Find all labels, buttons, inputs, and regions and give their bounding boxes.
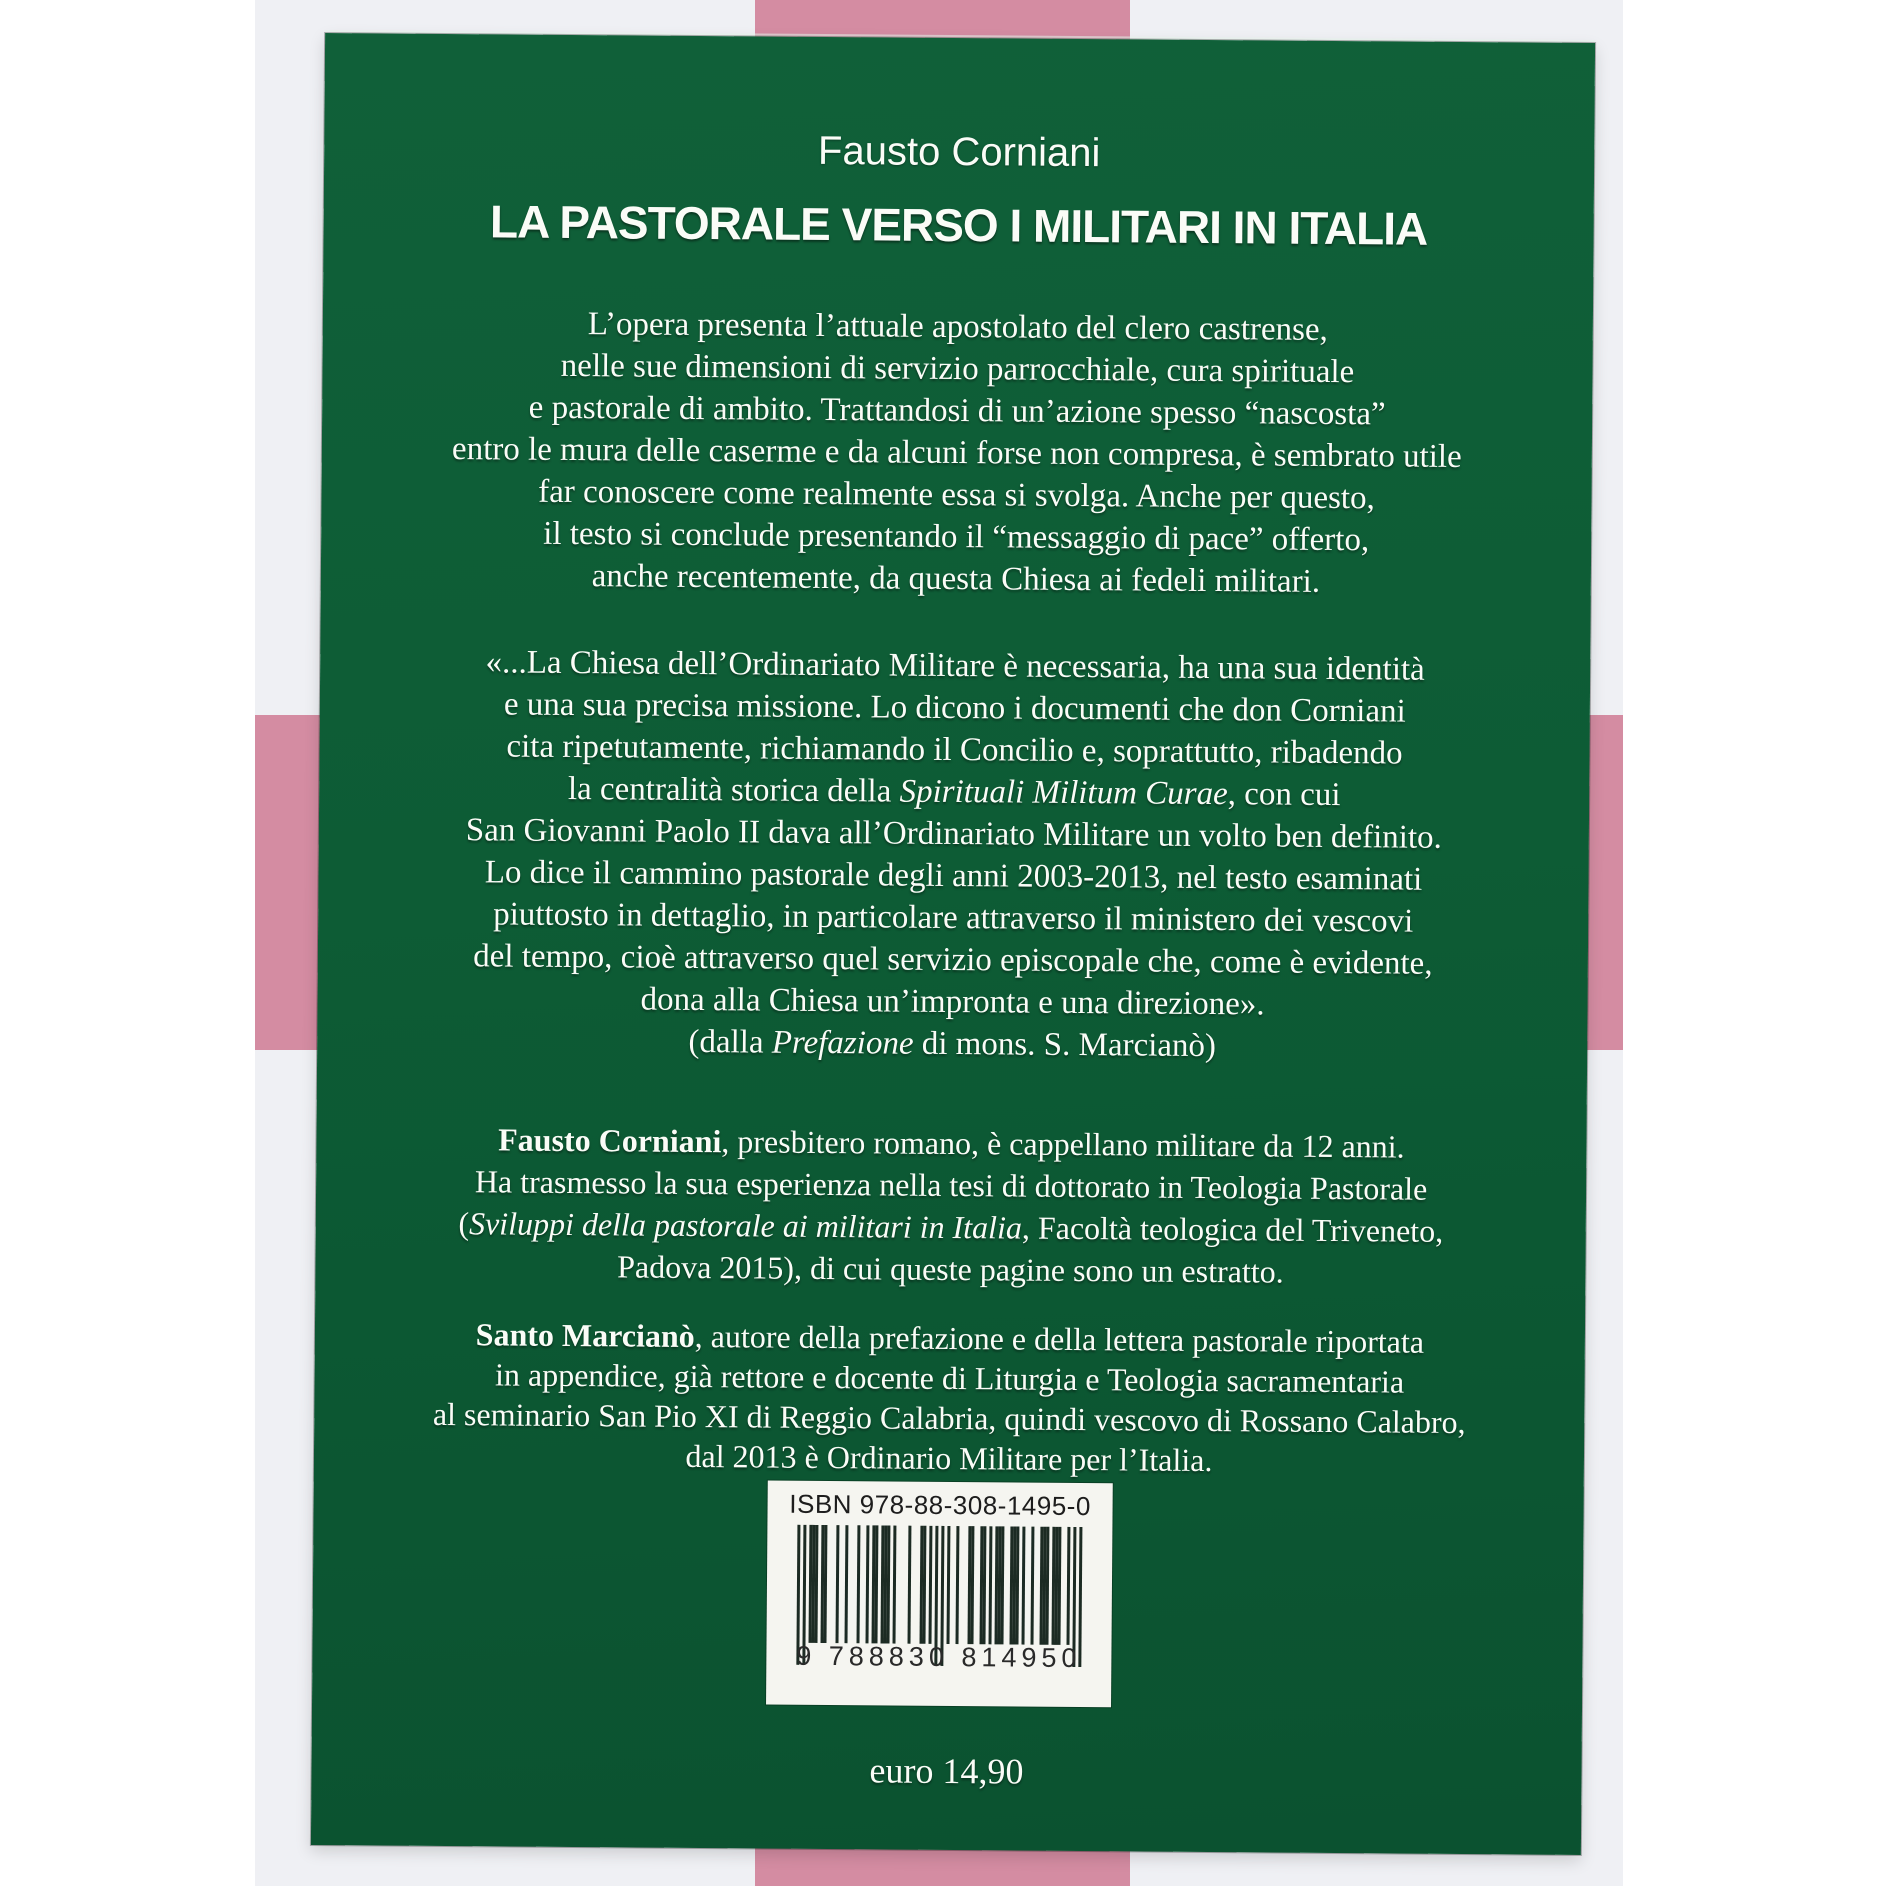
text-line: Ha trasmesso la sua esperienza nella tesi di dottorato in Teologia Pastorale xyxy=(474,1163,1428,1207)
text-line: cita ripetutamente, richiamando il Concilio e, soprattutto, ribadendo xyxy=(506,728,1403,772)
book-back-cover xyxy=(311,33,1595,1855)
text-line: Padova 2015), di cui queste pagine sono un estratto. xyxy=(617,1248,1284,1290)
text-line: e pastorale di ambito. Trattandosi di un’azione spesso “nascosta” xyxy=(528,389,1386,433)
text-line: il testo si conclude presentando il “messaggio di pace” offerto, xyxy=(543,515,1370,559)
isbn-barcode-sticker xyxy=(766,1481,1113,1708)
text-line: Lo dice il cammino pastorale degli anni 2003-2013, nel testo esaminati xyxy=(484,854,1423,898)
synopsis-paragraph xyxy=(321,301,1593,605)
text-line: Santo Marcianò, autore della prefazione e della lettera pastorale riportata xyxy=(475,1316,1425,1360)
price-label: euro 14,90 xyxy=(869,1750,1024,1792)
text-line: piuttosto in dettaglio, in particolare attraverso il ministero dei vescovi xyxy=(493,896,1414,940)
preface-quote-paragraph xyxy=(317,640,1590,1070)
text-line: la centralità storica della Spirituali Militum Curae, con cui xyxy=(567,770,1341,814)
text-line: nelle sue dimensioni di servizio parrocchiale, cura spirituale xyxy=(560,347,1355,391)
text-line: L’opera presenta l’attuale apostolato del clero castrense, xyxy=(587,306,1328,348)
text-line: al seminario San Pio XI di Reggio Calabria, quindi vescovo di Rossano Calabro, xyxy=(432,1395,1466,1441)
text-line: Fausto Corniani, presbitero romano, è cappellano militare da 12 anni. xyxy=(498,1121,1405,1165)
text-line: del tempo, cioè attraverso quel servizio episcopale che, come è evidente, xyxy=(473,938,1433,982)
isbn-label: ISBN 978-88-308-1495-0 xyxy=(789,1488,1091,1522)
text-line: entro le mura delle caserme e da alcuni forse non compresa, è sembrato utile xyxy=(451,431,1462,475)
text-line: «...La Chiesa dell’Ordinariato Militare è necessaria, ha una sua identità xyxy=(485,644,1425,688)
author-bio-paragraph xyxy=(315,1117,1586,1295)
book-title: LA PASTORALE VERSO I MILITARI IN ITALIA xyxy=(489,195,1428,255)
text-line: far conoscere come realmente essa si svolga. Anche per questo, xyxy=(538,473,1375,517)
text-line: dona alla Chiesa un’impronta e una direzione». xyxy=(640,981,1265,1023)
text-line: dal 2013 è Ordinario Militare per l’Italia. xyxy=(685,1437,1213,1479)
author-name: Fausto Corniani xyxy=(817,128,1101,176)
text-line: anche recentemente, da questa Chiesa ai fedeli militari. xyxy=(591,558,1321,600)
text-line: in appendice, già rettore e docente di Liturgia e Teologia sacramentaria xyxy=(494,1356,1405,1400)
text-line: San Giovanni Paolo II dava all’Ordinariato Militare un volto ben definito. xyxy=(465,812,1442,856)
text-line: (Sviluppi della pastorale ai militari in Italia, Facoltà teologica del Triveneto, xyxy=(458,1205,1444,1249)
preface-author-bio-paragraph xyxy=(314,1313,1585,1483)
barcode-digits: 9 788830 814950 xyxy=(796,1640,1082,1674)
text-line: e una sua precisa missione. Lo dicono i documenti che don Corniani xyxy=(503,686,1406,730)
text-line: (dalla Prefazione di mons. S. Marcianò) xyxy=(688,1023,1217,1065)
